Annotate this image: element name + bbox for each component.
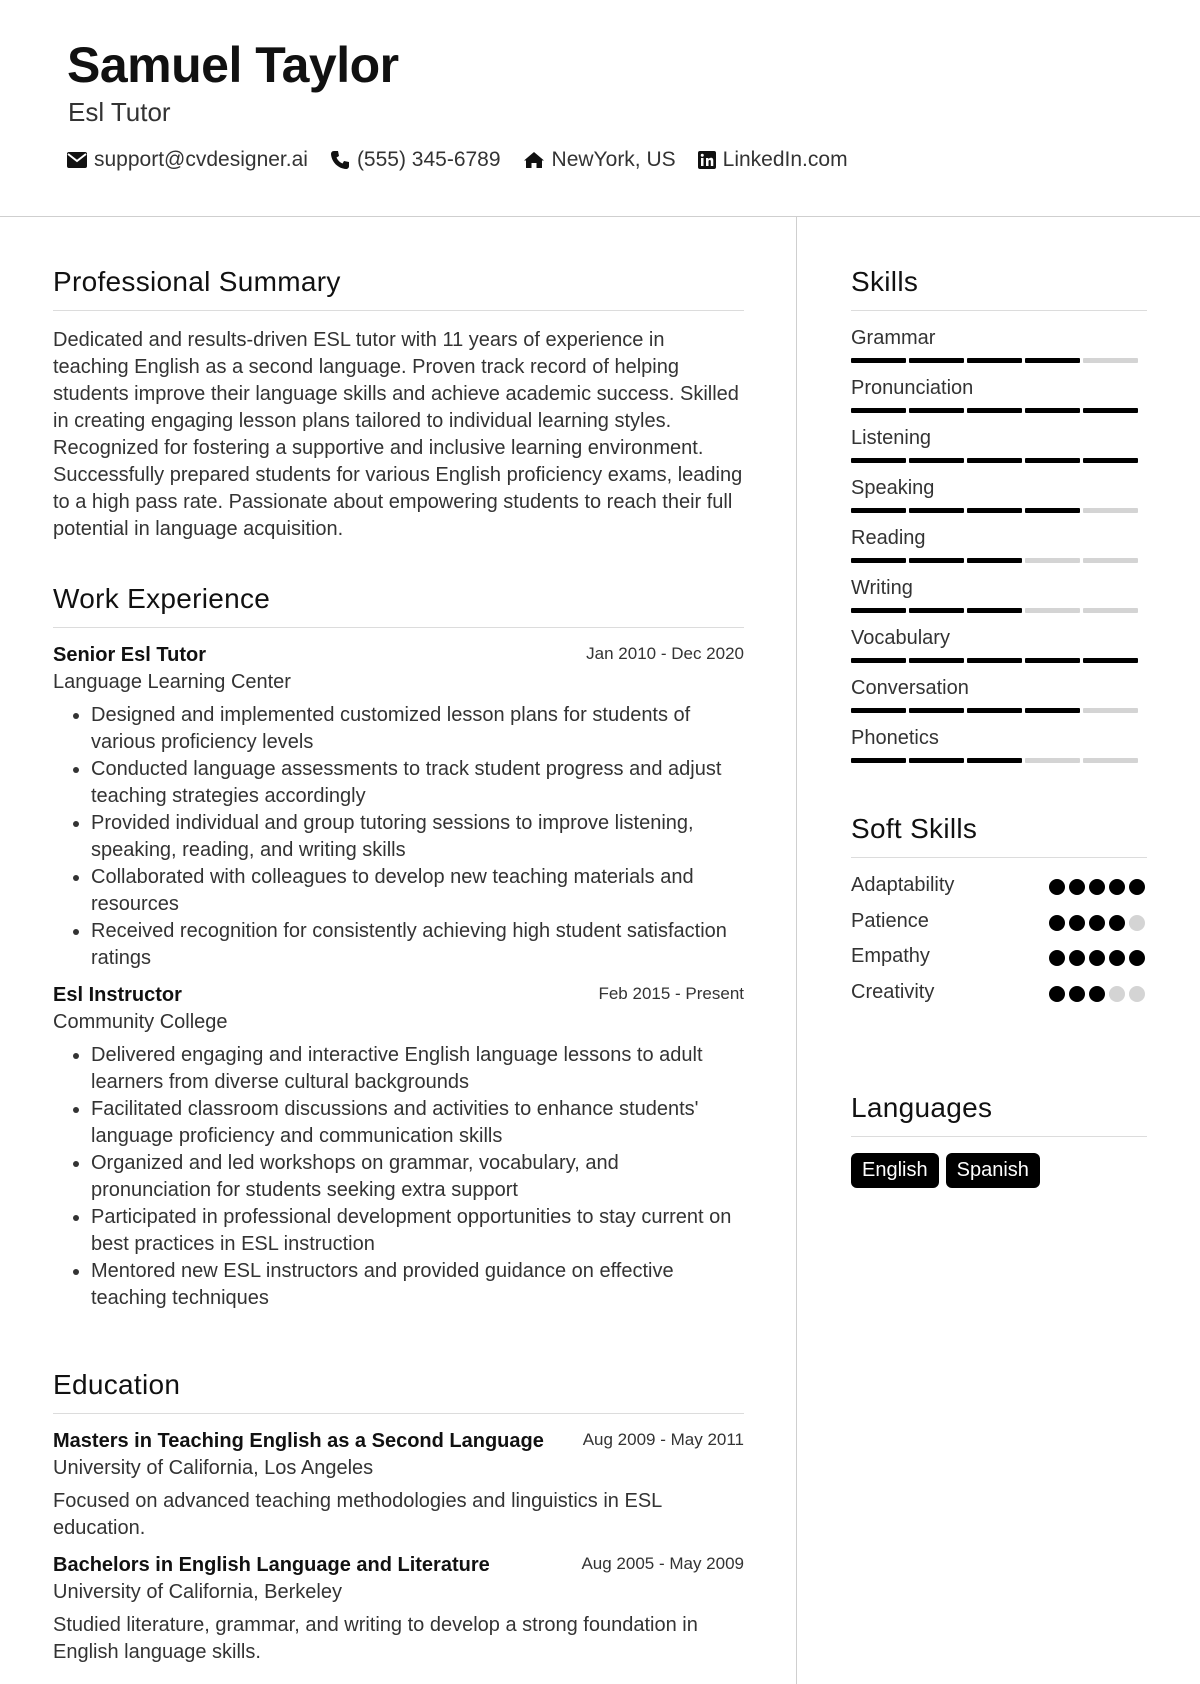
- rating-dot: [1049, 915, 1065, 931]
- skill-level-segment: [967, 608, 1022, 613]
- skill-item: [851, 677, 1147, 727]
- skill-level-segment: [851, 558, 906, 563]
- job-bullet: • Mentored new ESL instructors and provided guidance on effective teaching techniques: [91, 1258, 744, 1312]
- education-entry: [53, 1554, 744, 1666]
- rating-dot: [1109, 879, 1125, 895]
- skill-level-segment: [967, 458, 1022, 463]
- skill-level-segment: [909, 508, 964, 513]
- resume-header: [0, 0, 1200, 217]
- rating-dot: [1069, 950, 1085, 966]
- rating-dot: [1049, 950, 1065, 966]
- rating-dot: [1089, 879, 1105, 895]
- skill-level-segment: [1025, 608, 1080, 613]
- soft-skill-name: Empathy: [851, 945, 930, 967]
- languages-list: [851, 1153, 1147, 1188]
- skill-level-segment: [851, 708, 906, 713]
- contact-phone[interactable]: [330, 148, 501, 172]
- skill-level-segment: [1083, 608, 1138, 613]
- rating-dot: [1129, 879, 1145, 895]
- skill-name: Conversation: [851, 677, 969, 699]
- skill-level-segment: [1083, 708, 1138, 713]
- skill-level-segment: [967, 758, 1022, 763]
- skill-level-segment: [1025, 358, 1080, 363]
- education-section: [53, 1369, 744, 1666]
- candidate-role: Esl Tutor: [68, 97, 171, 127]
- skill-level-segment: [909, 758, 964, 763]
- rating-dot: [1109, 986, 1125, 1002]
- job-bullet: • Participated in professional development opportunities to stay current on best practices in ESL instruction: [91, 1204, 744, 1258]
- rating-dot: [1049, 986, 1065, 1002]
- rating-dot: [1069, 915, 1085, 931]
- education-degree: Masters in Teaching English as a Second Language: [53, 1430, 544, 1452]
- skill-item: [851, 527, 1147, 577]
- job-bullets: [53, 702, 744, 972]
- skill-level-bar: [851, 758, 1138, 763]
- skill-name: Writing: [851, 577, 913, 599]
- contact-email[interactable]: [67, 148, 308, 172]
- soft-skill-item: [851, 874, 1147, 910]
- skill-level-segment: [1083, 458, 1138, 463]
- contact-phone-text: (555) 345-6789: [356, 148, 501, 171]
- job-bullet: • Collaborated with colleagues to develop new teaching materials and resources: [91, 864, 744, 918]
- job-bullet: • Conducted language assessments to track student progress and adjust teaching strategies accordingly: [91, 756, 744, 810]
- skill-name: Speaking: [851, 477, 935, 499]
- skill-level-bar: [851, 408, 1138, 413]
- skill-level-segment: [1025, 508, 1080, 513]
- summary-heading: Professional Summary: [53, 266, 744, 311]
- rating-dot: [1109, 915, 1125, 931]
- education-heading: Education: [53, 1369, 744, 1414]
- skills-list: [851, 327, 1147, 777]
- summary-text: Dedicated and results-driven ESL tutor with 11 years of experience in teaching English as a second language. Proven track record of helping students improve their language skills and achieve academic success. Skilled in creating engaging lesson plans tailored to individual learning styles. Recognized for fostering a supportive and inclusive learning environment. Successfully prepared students for various English proficiency exams, leading to a high pass rate. Passionate about empowering students to reach their full potential in language acquisition.: [53, 329, 743, 540]
- soft-skills-heading: Soft Skills: [851, 813, 1147, 858]
- job-entry: [53, 644, 744, 972]
- rating-dot: [1129, 986, 1145, 1002]
- contact-location-text: NewYork, US: [551, 148, 676, 171]
- skill-name: Listening: [851, 427, 932, 449]
- job-date: Feb 2015 - Present: [598, 984, 744, 1003]
- skill-name: Pronunciation: [851, 377, 974, 399]
- skill-level-segment: [909, 608, 964, 613]
- envelope-icon: [67, 152, 87, 168]
- skill-name: Reading: [851, 527, 926, 549]
- linkedin-icon: [698, 151, 716, 169]
- skill-level-segment: [967, 558, 1022, 563]
- languages-section: [851, 1092, 1147, 1188]
- skill-level-segment: [851, 408, 906, 413]
- soft-skill-rating: [1049, 915, 1145, 931]
- soft-skill-name: Patience: [851, 909, 929, 932]
- job-bullet: • Facilitated classroom discussions and activities to enhance students' language proficiency and communication skills: [91, 1096, 744, 1150]
- soft-skill-item: [851, 910, 1147, 946]
- contact-bar: [67, 148, 870, 172]
- skill-name: Vocabulary: [851, 627, 950, 649]
- skill-item: [851, 627, 1147, 677]
- job-entry: [53, 984, 744, 1312]
- skill-level-bar: [851, 608, 1138, 613]
- soft-skills-section: [851, 813, 1147, 1016]
- skill-level-segment: [1083, 508, 1138, 513]
- soft-skill-rating: [1049, 879, 1145, 895]
- skill-level-segment: [851, 758, 906, 763]
- job-bullets: [53, 1042, 744, 1312]
- job-company: Community College: [53, 1011, 228, 1033]
- skill-level-segment: [909, 458, 964, 463]
- soft-skill-name: Creativity: [851, 980, 935, 1003]
- job-bullet: • Designed and implemented customized lesson plans for students of various proficiency levels: [91, 702, 744, 756]
- skill-level-segment: [851, 458, 906, 463]
- skill-level-segment: [851, 358, 906, 363]
- rating-dot: [1129, 950, 1145, 966]
- skill-level-segment: [967, 358, 1022, 363]
- rating-dot: [1069, 986, 1085, 1002]
- skill-name: Grammar: [851, 327, 936, 349]
- language-tag: English: [851, 1153, 939, 1188]
- experience-section: [53, 583, 744, 1312]
- education-date: Aug 2009 - May 2011: [582, 1430, 744, 1449]
- education-entry: [53, 1430, 744, 1542]
- skill-level-bar: [851, 708, 1138, 713]
- experience-heading: Work Experience: [53, 583, 744, 628]
- skill-level-segment: [1083, 558, 1138, 563]
- contact-email-text: support@cvdesigner.ai: [94, 148, 308, 171]
- skill-level-segment: [909, 408, 964, 413]
- job-bullet: • Provided individual and group tutoring sessions to improve listening, speaking, reading, and writing skills: [91, 810, 744, 864]
- rating-dot: [1089, 986, 1105, 1002]
- job-bullet: • Delivered engaging and interactive English language lessons to adult learners from diverse cultural backgrounds: [91, 1042, 744, 1096]
- skill-level-segment: [967, 408, 1022, 413]
- rating-dot: [1069, 879, 1085, 895]
- skill-level-segment: [1025, 458, 1080, 463]
- candidate-name: Samuel Taylor: [67, 37, 399, 93]
- skill-level-bar: [851, 508, 1138, 513]
- skill-item: [851, 427, 1147, 477]
- soft-skill-rating: [1049, 950, 1145, 966]
- rating-dot: [1089, 950, 1105, 966]
- skill-level-segment: [909, 658, 964, 663]
- skill-level-segment: [909, 358, 964, 363]
- skill-item: [851, 327, 1147, 377]
- skill-level-segment: [967, 508, 1022, 513]
- skill-level-segment: [909, 708, 964, 713]
- skill-level-segment: [967, 708, 1022, 713]
- skill-level-bar: [851, 358, 1138, 363]
- phone-icon: [330, 150, 350, 170]
- skill-item: [851, 577, 1147, 627]
- skill-level-segment: [1083, 658, 1138, 663]
- rating-dot: [1109, 950, 1125, 966]
- rating-dot: [1049, 879, 1065, 895]
- skills-heading: Skills: [851, 266, 1147, 311]
- soft-skill-item: [851, 981, 1147, 1017]
- rating-dot: [1089, 915, 1105, 931]
- education-school: University of California, Los Angeles: [53, 1457, 374, 1479]
- rating-dot: [1129, 915, 1145, 931]
- job-company: Language Learning Center: [53, 671, 291, 693]
- education-degree: Bachelors in English Language and Literature: [53, 1554, 490, 1576]
- job-bullet: • Received recognition for consistently achieving high student satisfaction ratings: [91, 918, 744, 972]
- skills-section: [851, 266, 1147, 777]
- skill-level-segment: [1083, 758, 1138, 763]
- column-divider: [796, 216, 797, 1684]
- soft-skill-name: Adaptability: [851, 874, 955, 896]
- job-title: Senior Esl Tutor: [53, 644, 206, 666]
- education-description: Focused on advanced teaching methodologies and linguistics in ESL education.: [53, 1490, 662, 1539]
- home-icon: [523, 151, 545, 169]
- skill-level-segment: [1025, 758, 1080, 763]
- skill-level-segment: [967, 658, 1022, 663]
- skill-level-segment: [1083, 358, 1138, 363]
- skill-level-bar: [851, 558, 1138, 563]
- education-date: Aug 2005 - May 2009: [581, 1554, 744, 1573]
- education-description: Studied literature, grammar, and writing to develop a strong foundation in English language skills.: [53, 1614, 698, 1663]
- soft-skill-item: [851, 945, 1147, 981]
- contact-linkedin[interactable]: [698, 148, 848, 172]
- languages-heading: Languages: [851, 1092, 1147, 1137]
- summary-section: [53, 266, 744, 543]
- skill-item: [851, 377, 1147, 427]
- skill-level-bar: [851, 658, 1138, 663]
- skill-level-segment: [1025, 558, 1080, 563]
- skill-level-segment: [1025, 408, 1080, 413]
- job-title: Esl Instructor: [53, 984, 182, 1006]
- contact-location: [523, 148, 676, 172]
- skill-level-segment: [1025, 658, 1080, 663]
- soft-skill-rating: [1049, 986, 1145, 1002]
- job-bullet: • Organized and led workshops on grammar, vocabulary, and pronunciation for students seeking extra support: [91, 1150, 744, 1204]
- skill-level-segment: [1025, 708, 1080, 713]
- skill-level-segment: [851, 608, 906, 613]
- skill-level-segment: [909, 558, 964, 563]
- education-school: University of California, Berkeley: [53, 1581, 342, 1603]
- contact-linkedin-text: LinkedIn.com: [722, 148, 848, 171]
- skill-level-segment: [851, 658, 906, 663]
- job-date: Jan 2010 - Dec 2020: [586, 644, 744, 663]
- skill-item: [851, 477, 1147, 527]
- skill-item: [851, 727, 1147, 777]
- skill-name: Phonetics: [851, 727, 939, 749]
- skill-level-segment: [851, 508, 906, 513]
- soft-skills-list: [851, 874, 1147, 1016]
- language-tag: Spanish: [946, 1153, 1040, 1188]
- skill-level-segment: [1083, 408, 1138, 413]
- skill-level-bar: [851, 458, 1138, 463]
